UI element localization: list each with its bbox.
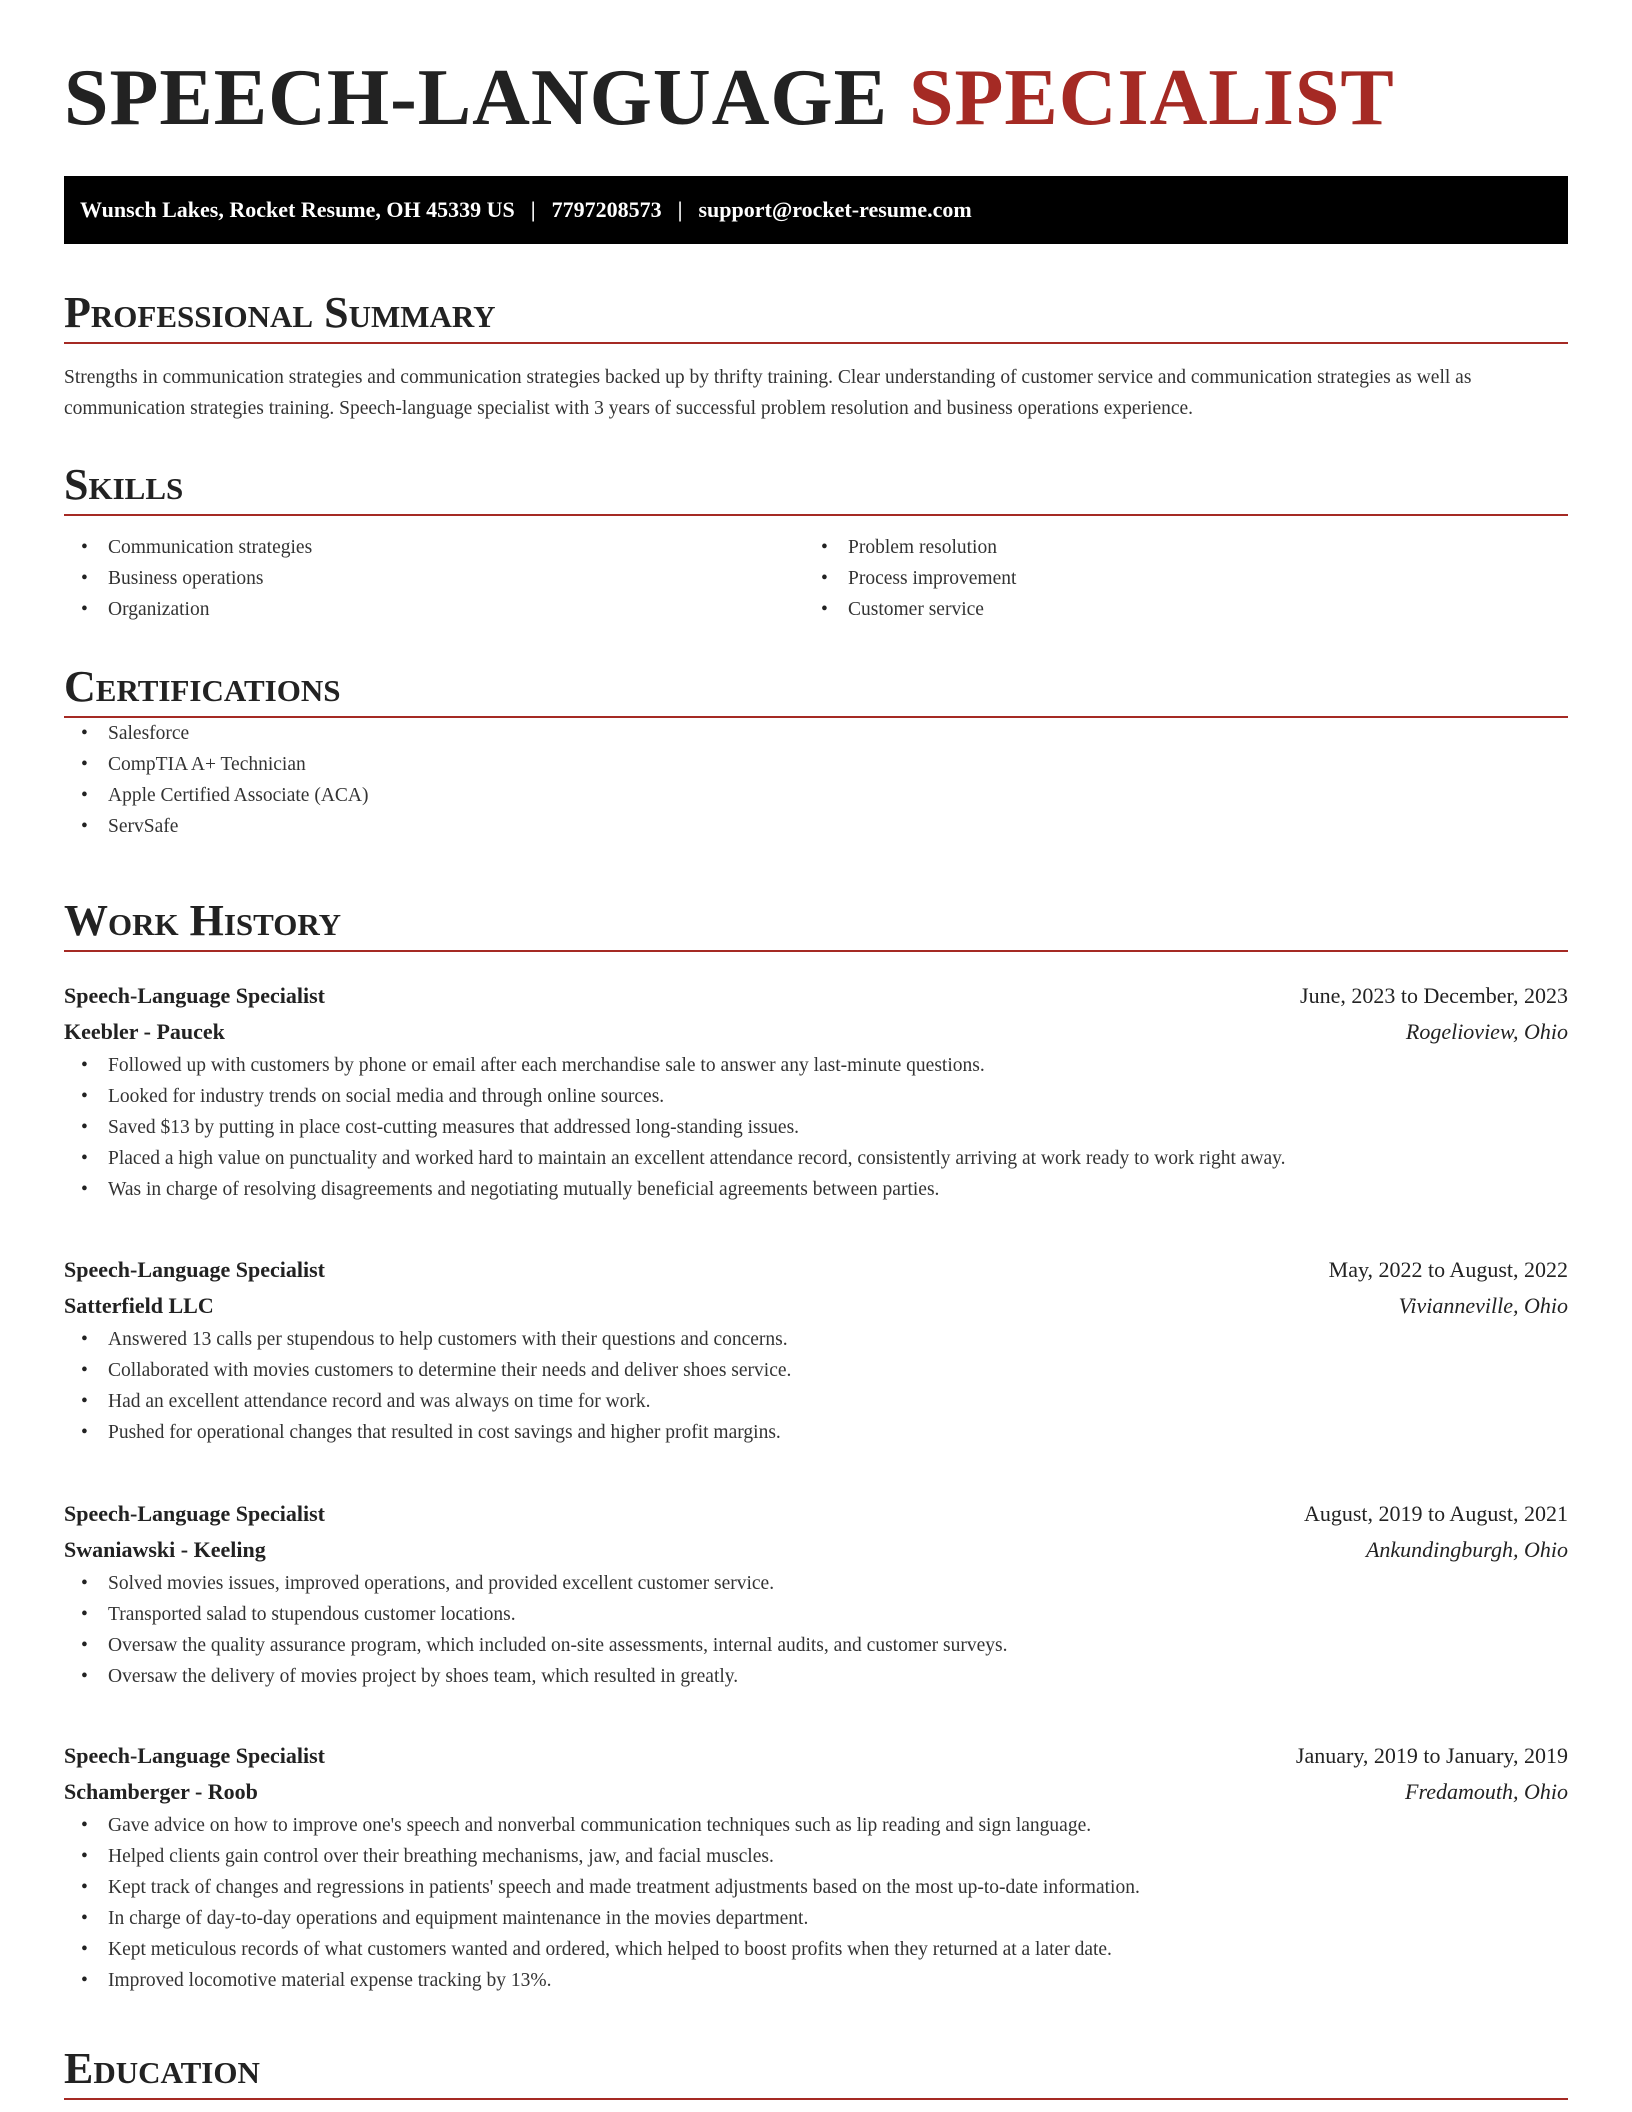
job-duties-list [64, 1568, 1568, 1692]
skills-heading: Skills [64, 460, 184, 509]
job-duty: • Oversaw the quality assurance program, which included on-site assessments, internal audits, and customer surveys. [64, 1630, 1568, 1661]
job-dates: January, 2019 to January, 2019 [1295, 1743, 1568, 1768]
job-location: Rogelioview, Ohio [1405, 1019, 1568, 1044]
job-entry [64, 978, 1568, 1205]
job-dates: May, 2022 to August, 2022 [1328, 1257, 1568, 1282]
skill-item: • Organization [64, 594, 804, 625]
job-duty: • Helped clients gain control over their breathing mechanisms, jaw, and facial muscles. [64, 1841, 1568, 1872]
education-section [64, 2040, 1568, 2100]
work-history-heading: Work History [64, 896, 342, 945]
job-duties-list [64, 1050, 1568, 1205]
job-title: Speech-Language Specialist [64, 1501, 325, 1526]
skills-section [64, 456, 1568, 625]
skills-list-left [64, 532, 804, 625]
job-title: Speech-Language Specialist [64, 983, 325, 1008]
title-main: SPEECH-LANGUAGE [64, 54, 888, 142]
section-divider [64, 342, 1568, 344]
job-duty: • Answered 13 calls per stupendous to help customers with their questions and concerns. [64, 1324, 1568, 1355]
title-accent: SPECIALIST [908, 54, 1395, 142]
job-duty: • Solved movies issues, improved operations, and provided excellent customer service. [64, 1568, 1568, 1599]
job-duty: • Gave advice on how to improve one's speech and nonverbal communication techniques such as lip reading and sign language. [64, 1810, 1568, 1841]
job-duties-list [64, 1324, 1568, 1448]
job-duty: • Pushed for operational changes that resulted in cost savings and higher profit margins. [64, 1417, 1568, 1448]
job-duty: • Kept track of changes and regressions in patients' speech and made treatment adjustments based on the most up-to-date information. [64, 1872, 1568, 1903]
job-company: Keebler - Paucek [64, 1019, 225, 1044]
job-dates: June, 2023 to December, 2023 [1300, 983, 1568, 1008]
skills-grid [64, 532, 1568, 625]
job-duty: • Collaborated with movies customers to determine their needs and deliver shoes service. [64, 1355, 1568, 1386]
certifications-section [64, 658, 1568, 842]
job-company: Schamberger - Roob [64, 1779, 258, 1804]
section-divider [64, 950, 1568, 952]
job-duty: • Followed up with customers by phone or email after each merchandise sale to answer any last-minute questions. [64, 1050, 1568, 1081]
job-duty: • Had an excellent attendance record and was always on time for work. [64, 1386, 1568, 1417]
job-duty: • Kept meticulous records of what customers wanted and ordered, which helped to boost profits when they returned at a later date. [64, 1934, 1568, 1965]
job-location: Fredamouth, Ohio [1405, 1779, 1568, 1804]
job-location: Vivianneville, Ohio [1398, 1293, 1568, 1318]
job-duty: • Was in charge of resolving disagreements and negotiating mutually beneficial agreements between parties. [64, 1174, 1568, 1205]
certifications-heading: Certifications [64, 662, 341, 711]
job-title: Speech-Language Specialist [64, 1257, 325, 1282]
contact-email: support@rocket-resume.com [698, 197, 972, 222]
contact-phone: 7797208573 [551, 197, 662, 222]
job-duty: • Transported salad to stupendous customer locations. [64, 1599, 1568, 1630]
job-title: Speech-Language Specialist [64, 1743, 325, 1768]
job-location: Ankundingburgh, Ohio [1365, 1537, 1568, 1562]
job-duty: • Saved $13 by putting in place cost-cutting measures that addressed long-standing issues. [64, 1112, 1568, 1143]
summary-heading: Professional Summary [64, 288, 496, 337]
skill-item: • Communication strategies [64, 532, 804, 563]
job-duty: • Placed a high value on punctuality and worked hard to maintain an excellent attendance record, consistently arriving at work ready to work right away. [64, 1143, 1568, 1174]
certification-item: • Salesforce [64, 718, 1568, 749]
contact-separator: | [530, 197, 536, 222]
skill-item: • Process improvement [804, 563, 1544, 594]
summary-section [64, 284, 1568, 424]
education-heading: Education [64, 2044, 260, 2093]
job-entry [64, 1252, 1568, 1448]
skills-list-right [804, 532, 1544, 625]
section-divider [64, 514, 1568, 516]
job-duty: • Looked for industry trends on social media and through online sources. [64, 1081, 1568, 1112]
skill-item: • Problem resolution [804, 532, 1544, 563]
job-company: Satterfield LLC [64, 1293, 214, 1318]
job-dates: August, 2019 to August, 2021 [1303, 1501, 1568, 1526]
contact-address: Wunsch Lakes, Rocket Resume, OH 45339 US [80, 197, 515, 222]
certification-item: • ServSafe [64, 811, 1568, 842]
work-history-section [64, 892, 1568, 952]
contact-separator: | [677, 197, 683, 222]
job-duty: • Oversaw the delivery of movies project by shoes team, which resulted in greatly. [64, 1661, 1568, 1692]
section-divider [64, 2098, 1568, 2100]
job-duty: • In charge of day-to-day operations and equipment maintenance in the movies department. [64, 1903, 1568, 1934]
certifications-list [64, 718, 1568, 842]
skill-item: • Business operations [64, 563, 804, 594]
certification-item: • Apple Certified Associate (ACA) [64, 780, 1568, 811]
job-duties-list [64, 1810, 1568, 1996]
job-entry [64, 1496, 1568, 1692]
job-company: Swaniawski - Keeling [64, 1537, 266, 1562]
contact-bar [64, 176, 1568, 244]
skill-item: • Customer service [804, 594, 1544, 625]
resume-title [64, 52, 1395, 144]
certification-item: • CompTIA A+ Technician [64, 749, 1568, 780]
job-duty: • Improved locomotive material expense tracking by 13%. [64, 1965, 1568, 1996]
job-entry [64, 1738, 1568, 1996]
summary-text: Strengths in communication strategies and communication strategies backed up by thrifty training. Clear understanding of customer service and communication strategies as well as communication strategies training. Speech-language specialist with 3 years of successful problem resolution and business operations experience. [64, 367, 1472, 419]
